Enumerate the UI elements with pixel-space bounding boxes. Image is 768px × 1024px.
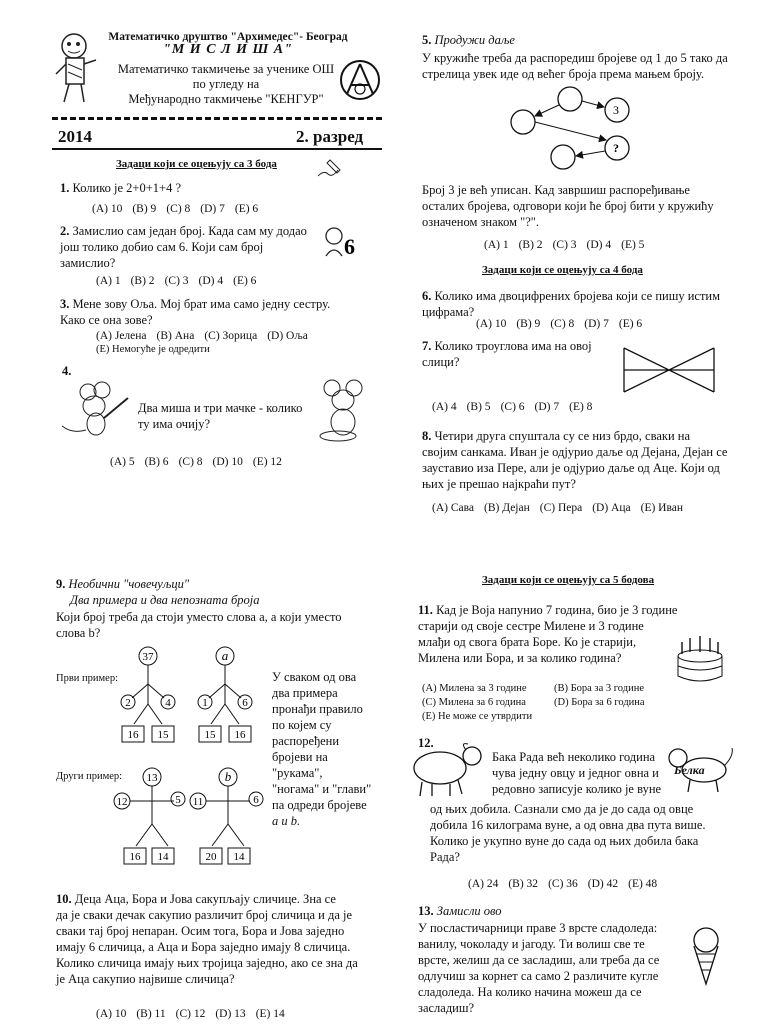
q11-options: (A) Милена за 3 године (B) Бора за 3 године (C) Милена за 6 година (D) Бора за 6 година (E) Не може се утврдити	[422, 683, 645, 722]
q3-options: (A) Јелена (B) Ана (C) Зорица (D) Оља	[96, 330, 308, 342]
fig1-head: 37	[142, 651, 154, 663]
q13-title: 13. Замисли ово	[418, 904, 502, 918]
q5-arrow-diagram	[500, 82, 650, 179]
q12-options: (A) 24 (B) 32 (C) 36 (D) 42 (E) 48	[468, 878, 658, 890]
fig4-right: 6	[253, 794, 259, 806]
fig4-foot-2: 14	[233, 851, 245, 863]
q5-given-number: 3	[613, 103, 619, 117]
q2-options: (A) 1 (B) 2 (C) 3 (D) 4 (E) 6	[96, 275, 257, 287]
q6-options: (A) 10 (B) 9 (C) 8 (D) 7 (E) 6	[476, 318, 643, 330]
section-5pt: Задаци који се оцењују са 5 бодова	[482, 574, 655, 586]
header-line-2: по угледу на	[192, 77, 260, 91]
q12-text-bottom: од њих добила. Сазнали смо да је до сада од овце добила 16 килограма вуне, а од овна два пута више. Колико је укупно вуне до сада од њих добила бака Рада?	[430, 802, 706, 864]
grade: 2. разред	[296, 127, 364, 146]
fig4-head: b	[224, 769, 232, 784]
header-mascot	[52, 30, 100, 106]
q4-text: Два миша и три мачке - колико ту има очију?	[138, 401, 303, 431]
q2-text: 2. Замислио сам један број. Када сам му додао још толико добио сам 6. Који сам број замислио?	[60, 224, 307, 270]
sheep-icon	[406, 740, 490, 803]
q8-text: 8. Четири друга спуштала су се низ брдо, сваки на својим санкама. Иван је одјурио даље од Дејана, Дејан се зауставио иза Пере, али је одјурио даље од Аце. Који од њих је прешао најкраћи пут?	[422, 429, 728, 491]
ice-cream-icon	[686, 926, 726, 991]
archimedes-logo	[338, 58, 382, 102]
mouse-left-icon	[58, 378, 136, 445]
q9-title: 9. Необични "човечуљци"	[56, 577, 190, 591]
fig2-right: 6	[242, 697, 248, 709]
q4-options: (A) 5 (B) 6 (C) 8 (D) 10 (E) 12	[110, 456, 282, 468]
fig2-head: a	[221, 648, 229, 663]
q5-options: (A) 1 (B) 2 (C) 3 (D) 4 (E) 5	[484, 239, 645, 251]
q4-number: 4.	[62, 364, 72, 378]
q1-text: 1. Колико је 2+0+1+4 ?	[60, 181, 182, 195]
section-3pt: Задаци који се оцењују са 3 бода	[116, 158, 277, 170]
q9-example-2-label: Други пример:	[56, 771, 123, 782]
fig3-left: 12	[116, 796, 128, 808]
header-line-3: Међународно такмичење "КЕНГУР"	[128, 92, 324, 106]
q9-text: Који број треба да стоји уместо слова a, а који уместо слова b?	[56, 610, 342, 640]
q9-rule-text: У сваком од ова два примера пронађи правило по којем су распоређени бројеви на "рукама", "ногама" и "глави" па одреди бројеве a и b.	[272, 670, 372, 828]
q8-options: (A) Сава (B) Дејан (C) Пера (D) Аца (E) Иван	[432, 502, 684, 514]
fig1-foot-1: 16	[127, 729, 139, 741]
header-line-1: Математичко такмичење за ученике ОШ	[117, 62, 335, 76]
q3-option-e: (E) Немогуће је одредити	[96, 344, 210, 355]
fig1-right: 4	[165, 697, 171, 709]
q10-text: 10. Деца Аца, Бора и Јова сакупљају сличице. Зна се да је сваки дечак сакупио различит број сличица и да је сваки тај број непаран. Осим тога, Бора и Јова заједно имају 6 сличица, а Аца и Бора заједно имају 8 сличица. Колико сличица имају њих тројица заједно, ако се зна да је Аца сакупио највише сличица?	[56, 892, 358, 986]
q7-triangles-figure	[622, 346, 716, 399]
fig3-right: 5	[175, 794, 181, 806]
dog-name: Белка	[674, 763, 705, 777]
grade-underline	[52, 148, 382, 150]
fig4-foot-1: 20	[205, 851, 217, 863]
mouse-right-icon	[318, 378, 370, 447]
q7-options: (A) 4 (B) 5 (C) 6 (D) 7 (E) 8	[432, 401, 593, 413]
q5-text: У кружиће треба да распоредиш бројеве од 1 до 5 тако да стрелица увек иде од већег броја према мањем броју.	[422, 51, 728, 81]
q13-text: У посластичарници праве 3 врсте сладоледа: ванилу, чоколаду и јагоду. Ти волиш све те врсте, желиш да се засладиш, али треба да се одлучиш за корнет са само 2 различите кугле сладоледа. На колико начина можеш да се засладиш?	[418, 921, 660, 1015]
q9-example-1-label: Први пример:	[56, 673, 118, 684]
q3-text: 3. Мене зову Оља. Мој брат има само једну сестру. Како се она зове?	[60, 297, 331, 327]
header-divider	[52, 117, 382, 120]
fig1-left: 2	[125, 697, 131, 709]
fig2-left: 1	[202, 697, 208, 709]
svg-text:6: 6	[344, 234, 355, 259]
fig3-foot-2: 14	[157, 851, 169, 863]
section-4pt: Задаци који се оцењују са 4 бода	[482, 264, 643, 276]
birthday-cake-icon	[672, 628, 728, 691]
fig2-foot-1: 15	[204, 729, 216, 741]
fig2-foot-2: 16	[234, 729, 246, 741]
fig4-left: 11	[192, 796, 204, 808]
q5-title: 5. Продужи даље	[422, 33, 515, 47]
q12-text-top: Бака Рада већ неколико година чува једну овцу и једног овна и редовно записује колико је вуне	[492, 750, 662, 796]
society-name: Математичко друштво "Архимедес"- Београд	[108, 31, 348, 43]
q6-text: 6. Колико има двоцифрених бројева који се пишу истим цифрама?	[422, 289, 721, 319]
q2-character-icon	[322, 226, 362, 265]
q1-options: (A) 10 (B) 9 (C) 8 (D) 7 (E) 6	[92, 203, 259, 215]
year: 2014	[58, 127, 92, 146]
q5-text-2: Број 3 је већ уписан. Кад завршиш распоређивање осталих бројева, одговори који ће број бити у кружићу означеном знаком "?".	[422, 183, 714, 229]
q11-text: 11. Кад је Воја напунио 7 година, био је 3 године старији од своје сестре Милене и 3 године млађи од свога брата Боре. Ко је старији, Милена или Бора, и за колико година?	[418, 603, 678, 665]
q5-unknown-mark: ?	[613, 141, 619, 155]
writing-hand-icon	[316, 156, 342, 185]
fig1-foot-2: 15	[157, 729, 169, 741]
fig3-head: 13	[146, 772, 158, 784]
fig3-foot-1: 16	[129, 851, 141, 863]
q12-number: 12.	[418, 736, 434, 750]
q9-figures	[108, 644, 268, 875]
q7-text: 7. Колико троуглова има на овој слици?	[422, 339, 592, 369]
q10-options: (A) 10 (B) 11 (C) 12 (D) 13 (E) 14	[96, 1008, 285, 1020]
q9-subtitle: Два примера и два непозната броја	[70, 593, 260, 607]
competition-name: "М И С Л И Ш А"	[163, 42, 293, 57]
